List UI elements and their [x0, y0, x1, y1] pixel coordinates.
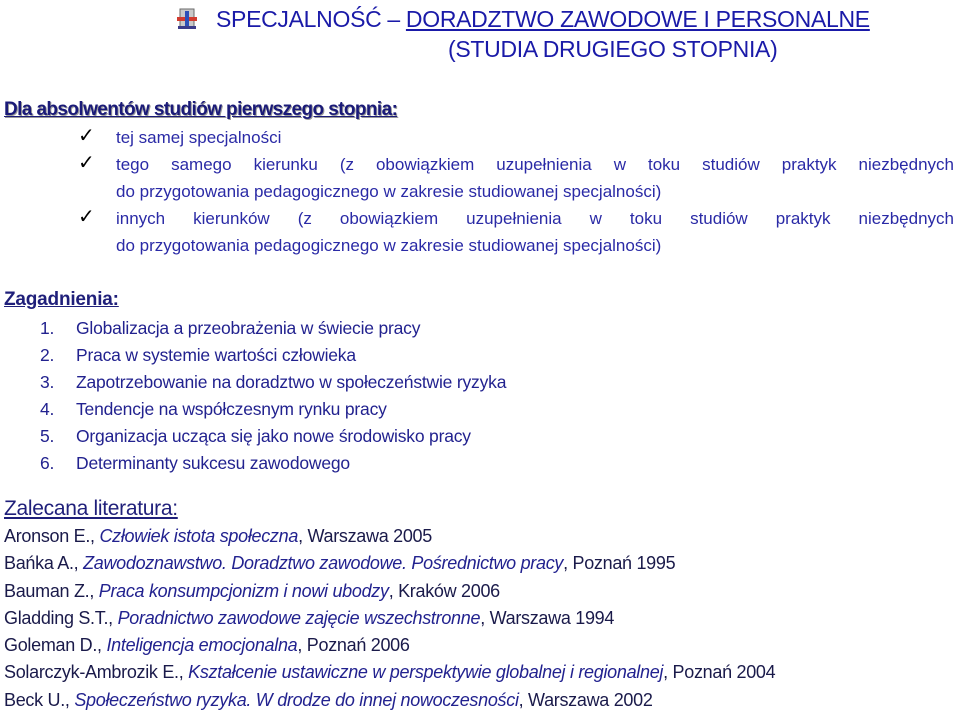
literature-author: Beck U., [4, 689, 75, 710]
topic-item [0, 369, 506, 396]
checkmark-icon: ✓ [78, 206, 95, 228]
topic-number: 2. [40, 345, 55, 365]
literature-publication: , Poznań 2006 [297, 635, 410, 656]
literature-author: Gladding S.T., [4, 607, 118, 628]
literature-publication: , Warszawa 1994 [480, 607, 615, 628]
list-item [0, 124, 960, 151]
topic-text: Organizacja ucząca się jako nowe środowisko pracy [76, 426, 471, 446]
topic-item [0, 396, 506, 423]
topic-number: 6. [40, 453, 55, 473]
checkmark-icon: ✓ [78, 125, 95, 147]
literature-author: Bańka A., [4, 553, 84, 574]
list-item-text: innych kierunków (z obowiązkiem uzupełnienia w toku studiów praktyk niezbędnych [116, 209, 954, 228]
literature-author: Aronson E., [4, 526, 100, 546]
literature-item [4, 578, 775, 605]
literature-title: Inteligencja emocjonalna [106, 635, 298, 656]
topic-text: Zapotrzebowanie na doradztwo w społeczeństwie ryzyka [76, 372, 507, 392]
page-subtitle: (STUDIA DRUGIEGO STOPNIA) [448, 36, 778, 62]
literature-publication: , Poznań 2004 [663, 662, 776, 683]
topic-text: Praca w systemie wartości człowieka [76, 345, 356, 365]
literature-author: Solarczyk-Ambrozik E., [4, 662, 189, 683]
literature-title: Kształcenie ustawiczne w perspektywie globalnej i regionalnej [188, 662, 664, 683]
literature-title: Praca konsumpcjonizm i nowi ubodzy [98, 580, 389, 601]
literature-publication: , Kraków 2006 [388, 580, 500, 601]
literature-item [4, 605, 775, 632]
spec-name: DORADZTWO ZAWODOWE I PERSONALNE [405, 5, 870, 32]
literature-title: Poradnictwo zawodowe zajęcie wszechstronne [117, 607, 481, 628]
literature-item [4, 659, 775, 686]
list-item [0, 151, 960, 205]
literature-heading: Zalecana literatura: [4, 497, 178, 520]
list-item-text: tego samego kierunku (z obowiązkiem uzupełnienia w toku studiów praktyk niezbędnych [116, 155, 954, 174]
page-title [176, 4, 870, 34]
title-separator: – [387, 5, 400, 32]
topic-number: 3. [40, 372, 55, 392]
document-bullet-icon [176, 8, 198, 30]
topic-item [0, 315, 506, 342]
literature-publication: , Warszawa 2002 [518, 689, 653, 710]
list-item [0, 205, 960, 259]
literature-item [4, 687, 775, 710]
topic-item [0, 423, 506, 450]
checkmark-icon: ✓ [78, 152, 95, 174]
topic-number: 4. [40, 399, 55, 419]
topic-text: Tendencje na współczesnym rynku pracy [76, 399, 387, 419]
graduates-heading: Dla absolwentów studiów pierwszego stopnia: [4, 99, 398, 120]
topics-list [0, 315, 506, 477]
graduates-list [0, 124, 960, 259]
literature-publication: , Warszawa 2005 [298, 526, 432, 546]
spec-label: SPECJALNOŚĆ [216, 5, 382, 32]
literature-item [4, 550, 775, 577]
literature-item [4, 632, 775, 659]
topic-number: 1. [40, 318, 55, 338]
topic-item [0, 342, 506, 369]
topic-text: Globalizacja a przeobrażenia w świecie pracy [76, 318, 421, 338]
literature-item [4, 523, 775, 550]
literature-publication: , Poznań 1995 [563, 553, 676, 574]
literature-author: Goleman D., [4, 635, 107, 656]
list-item-text: tej samej specjalności [116, 128, 282, 147]
topics-heading: Zagadnienia: [4, 289, 119, 310]
list-item-text: do przygotowania pedagogicznego w zakresie studiowanej specjalności) [116, 236, 662, 255]
topic-text: Determinanty sukcesu zawodowego [76, 453, 350, 473]
topic-number: 5. [40, 426, 55, 446]
literature-title: Zawodoznawstwo. Doradztwo zawodowe. Pośrednictwo pracy [83, 553, 564, 574]
literature-title: Społeczeństwo ryzyka. W drodze do innej nowoczesności [74, 689, 519, 710]
literature-title: Człowiek istota społeczna [99, 526, 299, 546]
literature-author: Bauman Z., [4, 580, 99, 601]
topic-item [0, 450, 506, 477]
list-item-text: do przygotowania pedagogicznego w zakresie studiowanej specjalności) [116, 182, 662, 201]
literature-list [4, 523, 775, 710]
